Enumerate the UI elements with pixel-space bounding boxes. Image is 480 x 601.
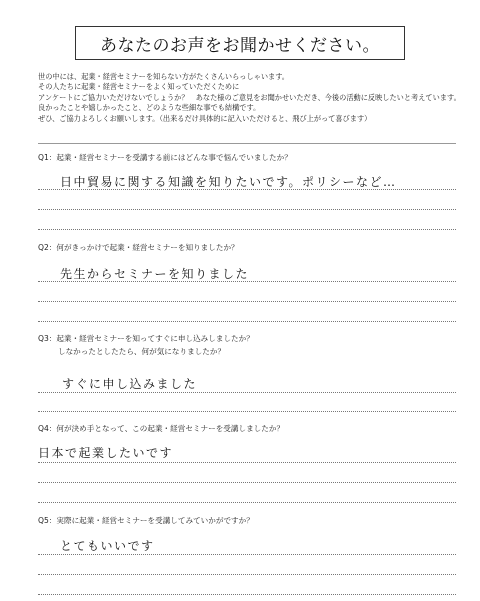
question-2-answer[interactable]: 先生からセミナーを知りました [60,267,250,281]
answer-line [38,189,456,190]
question-1-label: Q1：起業・経営セミナーを受講する前にはどんな事で悩んでいましたか？ [38,153,292,162]
page-title: あなたのお声をお聞かせください。 [75,26,405,60]
question-3-label: Q3：起業・経営セミナーを知ってすぐに申し込みしましたか？ [38,334,254,343]
intro-line: ぜひ、ご協力よろしくお願いします。（出来るだけ具体的に記入いただけると、飛び上がって喜びます） [38,113,372,123]
question-4-answer[interactable]: 日本で起業したいです [38,446,174,460]
answer-line [38,392,456,393]
question-2-label: Q2：何がきっかけで起業・経営セミナーを知りましたか？ [38,243,239,252]
intro-line: アンケートにご協力いただけないでしょうか？ あなた様のご意見をお聞かせいただき、今後の活動に反映したいと考えています。 [38,92,461,102]
answer-line [38,554,456,555]
answer-line [38,229,456,230]
answer-line [38,281,456,282]
answer-line [38,574,456,575]
question-3-sublabel: しなかったとしたたら、何が気になりましたか？ [58,347,226,356]
intro-line: 世の中には、起業・経営セミナーを知らない方がたくさんいらっしゃいます。 [38,72,289,81]
question-1-answer[interactable]: 日中貿易に関する知識を知りたいです。ポリシーなど… [60,175,397,189]
divider [38,143,456,144]
question-4-label: Q4：何が決め手となって、この起業・経営セミナーを受講しましたか？ [38,424,285,433]
answer-line [38,209,456,210]
intro-text [38,72,468,124]
question-5-answer[interactable]: とてもいいです [60,539,155,553]
question-3-answer[interactable]: すぐに申し込みました [62,377,198,391]
question-5-label: Q5：実際に起業・経営セミナーを受講してみていかがですか？ [38,516,254,525]
answer-line [38,462,456,463]
answer-line [38,594,456,595]
intro-line: 良かったことや嬉しかったこと、どのような些細な事でも結構です。 [38,103,261,113]
answer-line [38,482,456,483]
answer-line [38,502,456,503]
answer-line [38,321,456,322]
answer-line [38,301,456,302]
answer-line [38,411,456,412]
intro-line: その人たちに起業・経営セミナーをよく知っていただくために [38,82,240,92]
